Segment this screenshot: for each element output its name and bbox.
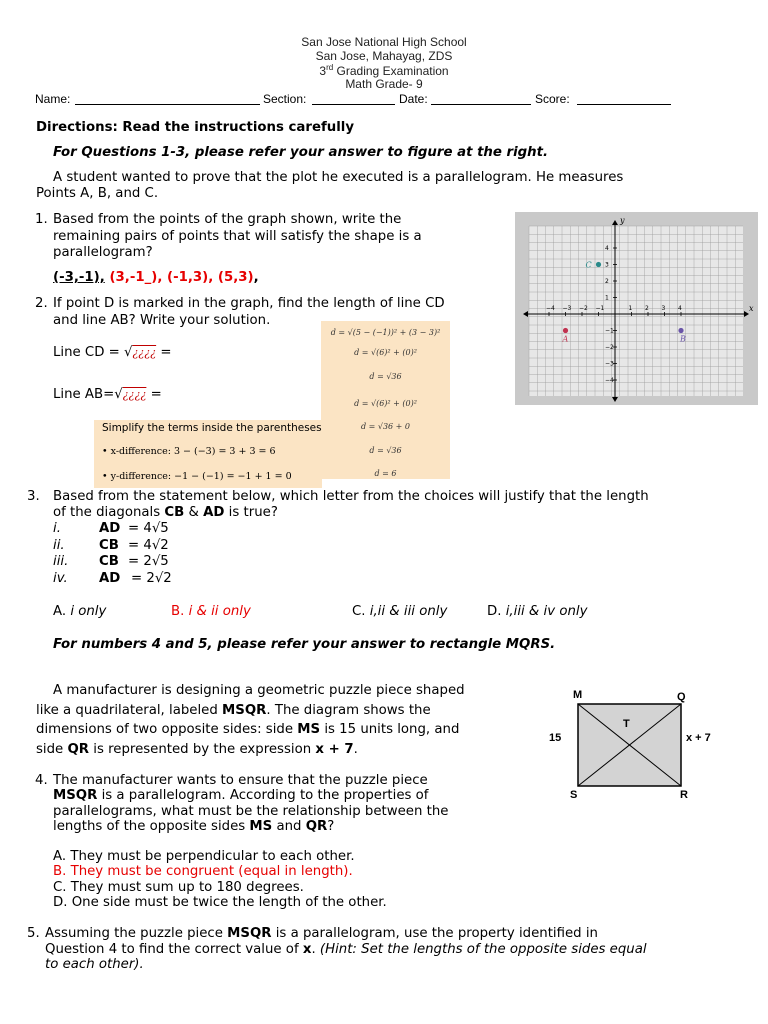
x-tick-label: 3 bbox=[661, 305, 666, 312]
q3-item-roman-2: ii. bbox=[53, 538, 65, 553]
y-tick-label: 2 bbox=[605, 278, 609, 285]
solution-step-3: d = √36 bbox=[369, 372, 402, 381]
y-axis-arrow-down bbox=[612, 397, 618, 402]
line-cd-equals: = bbox=[156, 345, 172, 360]
q3-line1: Based from the statement below, which letter from the choices will justify that the length bbox=[53, 489, 649, 504]
coordinate-graph bbox=[515, 212, 758, 405]
q4-line3: parallelograms, what must be the relationship between the bbox=[53, 804, 449, 819]
x-axis-arrow-left bbox=[523, 311, 528, 317]
point-b-marker bbox=[678, 328, 683, 333]
x-tick-label: −1 bbox=[595, 305, 605, 312]
point-b-label: B bbox=[680, 334, 686, 344]
x-tick-label: 2 bbox=[645, 305, 649, 312]
q3-number: 3. bbox=[27, 489, 40, 504]
q5-l2-pre: Question 4 to find the correct value of bbox=[45, 942, 303, 957]
q4-l2-b: MSQR bbox=[53, 788, 98, 803]
q2-number: 2. bbox=[35, 296, 48, 311]
q5-l1-b: MSQR bbox=[227, 926, 272, 941]
simplify-y-diff: • y-difference: −1 − (−1) = −1 + 1 = 0 bbox=[102, 471, 292, 482]
vertex-r-label: R bbox=[680, 789, 688, 801]
y-tick-label: 1 bbox=[605, 294, 609, 302]
q5-line3: to each other). bbox=[45, 957, 144, 972]
score-field[interactable] bbox=[577, 91, 671, 105]
q4-l2-post: is a parallelogram. According to the properties of bbox=[97, 788, 429, 803]
q2-line2: and line AB? Write your solution. bbox=[53, 313, 271, 328]
q3-choice-c-letter: C. bbox=[352, 604, 366, 619]
line-ab-formula bbox=[53, 387, 162, 402]
exam-title bbox=[0, 63, 768, 78]
s2-l2-b: MSQR bbox=[222, 703, 267, 718]
exam-label: Grading Examination bbox=[333, 64, 449, 78]
q4-l4-mid: and bbox=[272, 819, 306, 834]
school-name: San Jose National High School bbox=[301, 35, 467, 49]
line-cd-label: Line CD = √ bbox=[53, 345, 133, 360]
q3-item-val-1: = 4√5 bbox=[128, 521, 169, 536]
q3-item-seg-1: AD bbox=[99, 521, 121, 536]
q5-l2-b: x bbox=[302, 942, 312, 957]
intro-q4-5: For numbers 4 and 5, please refer your answer to rectangle MQRS. bbox=[53, 637, 556, 652]
s2-l4-mid: is represented by the expression bbox=[89, 742, 316, 757]
point-c-label: C bbox=[585, 260, 592, 270]
s2-l2-post: . The diagram shows the bbox=[266, 703, 431, 718]
q5-number: 5. bbox=[27, 926, 40, 941]
solution-step-4: d = √(6)² + (0)² bbox=[354, 399, 417, 408]
scenario2-line4 bbox=[36, 742, 358, 757]
point-a-marker bbox=[563, 328, 568, 333]
q1-number: 1. bbox=[35, 212, 48, 227]
score-label: Score: bbox=[535, 92, 570, 106]
point-a-label: A bbox=[562, 334, 569, 344]
x-tick-label: 1 bbox=[628, 305, 633, 312]
scenario2-line1: A manufacturer is designing a geometric puzzle piece shaped bbox=[53, 683, 465, 698]
q3-ad: AD bbox=[203, 505, 225, 520]
simplify-title: Simplify the terms inside the parentheses bbox=[102, 422, 322, 434]
q3-line2-post: is true? bbox=[224, 505, 278, 520]
simplify-x-diff: • x-difference: 3 − (−3) = 3 + 3 = 6 bbox=[102, 446, 276, 457]
rectangle-mqrs-figure bbox=[545, 684, 725, 804]
q1-line1: Based from the points of the graph shown, write the bbox=[53, 212, 402, 227]
q5-l2-mid: . bbox=[311, 942, 320, 957]
q4-l4-b: MS bbox=[249, 819, 273, 834]
line-cd-formula bbox=[53, 345, 172, 360]
line-ab-equals: = bbox=[146, 387, 162, 402]
y-tick-label: −2 bbox=[605, 344, 614, 351]
q4-l4-post: ? bbox=[327, 819, 335, 834]
grid-background bbox=[529, 226, 743, 396]
name-label: Name: bbox=[35, 92, 71, 106]
q4-line4 bbox=[53, 819, 334, 834]
q4-line2 bbox=[53, 788, 428, 803]
s2-l3-b: MS bbox=[297, 722, 321, 737]
x-tick-label: −3 bbox=[562, 305, 572, 312]
q3-item-seg-3: CB bbox=[99, 554, 119, 569]
date-label: Date: bbox=[399, 92, 428, 106]
q4-l4-b2: QR bbox=[305, 819, 328, 834]
x-axis-label: x bbox=[749, 304, 754, 313]
x-tick-label: 4 bbox=[678, 305, 682, 312]
coordinate-plane bbox=[515, 212, 758, 405]
q5-l1-pre: Assuming the puzzle piece bbox=[45, 926, 228, 941]
solution-step-6: d = √36 bbox=[369, 446, 402, 455]
solution-box bbox=[321, 321, 450, 479]
q5-l1-post: is a parallelogram, use the property identified in bbox=[271, 926, 598, 941]
q3-choice-d-letter: D. bbox=[487, 604, 502, 619]
school-address: San Jose, Mahayag, ZDS bbox=[315, 49, 453, 63]
subject-title: Math Grade- 9 bbox=[345, 77, 423, 91]
y-tick-label: 4 bbox=[605, 245, 609, 252]
y-tick-label: −3 bbox=[605, 360, 614, 368]
s2-l4-post: . bbox=[353, 742, 358, 757]
q5-line2 bbox=[45, 942, 647, 957]
q3-item-roman-1: i. bbox=[53, 521, 61, 536]
s2-l2-pre: like a quadrilateral, labeled bbox=[36, 703, 223, 718]
q3-choice-b-letter: B. bbox=[171, 604, 185, 619]
y-axis-label: y bbox=[620, 216, 625, 225]
y-tick-label: −1 bbox=[605, 327, 614, 335]
q3-choice-b[interactable] bbox=[171, 604, 251, 619]
q5-line1 bbox=[45, 926, 598, 941]
q1-answer bbox=[53, 270, 259, 285]
q3-item-roman-3: iii. bbox=[53, 554, 69, 569]
solution-step-1: d = √(5 − (−1))² + (3 − 3)² bbox=[330, 328, 441, 337]
q4-option-d[interactable]: D. One side must be twice the length of the other. bbox=[53, 895, 387, 910]
intro-q1-3: For Questions 1-3, please refer your answer to figure at the right. bbox=[53, 145, 549, 160]
q3-choice-d-text: i,iii & iv only bbox=[505, 604, 588, 619]
solution-step-7: d = 6 bbox=[374, 469, 397, 478]
q3-item-val-4: = 2√2 bbox=[131, 571, 172, 586]
date-field[interactable] bbox=[431, 91, 531, 105]
y-axis-arrow-up bbox=[612, 220, 618, 225]
solution-step-2: d = √(6)² + (0)² bbox=[354, 348, 417, 357]
q3-choice-b-text: i & ii only bbox=[188, 604, 251, 619]
q3-line2 bbox=[53, 505, 278, 520]
side-ms-length: 15 bbox=[549, 732, 562, 744]
s2-l4-pre: side bbox=[36, 742, 68, 757]
q3-item-val-3: = 2√5 bbox=[128, 554, 169, 569]
scenario2-line3 bbox=[36, 722, 459, 737]
vertex-s-label: S bbox=[570, 789, 578, 801]
q4-line1: The manufacturer wants to ensure that the puzzle piece bbox=[53, 773, 428, 788]
s2-l4-b2: x + 7 bbox=[315, 742, 354, 757]
line-ab-placeholder[interactable]: ¿¿¿¿ bbox=[122, 388, 147, 401]
section-field[interactable] bbox=[312, 91, 395, 105]
section-label: Section: bbox=[263, 92, 307, 106]
scenario-line2: Points A, B, and C. bbox=[36, 186, 159, 201]
simplify-box bbox=[94, 420, 322, 488]
s2-l3-pre: dimensions of two opposite sides: side bbox=[36, 722, 298, 737]
q3-choice-d[interactable] bbox=[487, 604, 587, 619]
q1-answer-points: (3,-1_), (-1,3), (5,3) bbox=[104, 270, 254, 285]
q4-option-a[interactable]: A. They must be perpendicular to each other. bbox=[53, 849, 355, 864]
solution-step-5: d = √36 + 0 bbox=[360, 422, 411, 431]
q5-l2-hint: (Hint: Set the lengths of the opposite sides equal bbox=[319, 942, 647, 957]
q1-line2: remaining pairs of points that will satisfy the shape is a bbox=[53, 229, 422, 244]
q1-answer-given: (-3,-1), bbox=[53, 270, 105, 285]
exam-suffix: rd bbox=[326, 63, 334, 72]
x-tick-label: −2 bbox=[579, 305, 588, 312]
q3-choice-a-letter: A. bbox=[53, 604, 67, 619]
q3-item-val-2: = 4√2 bbox=[128, 538, 169, 553]
side-qr-expression: x + 7 bbox=[686, 732, 711, 744]
vertex-q-label: Q bbox=[677, 691, 686, 703]
q1-line3: parallelogram? bbox=[53, 245, 153, 260]
x-tick-label: −4 bbox=[546, 305, 555, 312]
directions: Directions: Read the instructions carefully bbox=[36, 120, 355, 135]
q4-l4-pre: lengths of the opposite sides bbox=[53, 819, 250, 834]
point-c-marker bbox=[596, 262, 601, 267]
q2-line1: If point D is marked in the graph, find the length of line CD bbox=[53, 296, 445, 311]
q3-item-seg-4: AD bbox=[99, 571, 121, 586]
scenario-line1: A student wanted to prove that the plot he executed is a parallelogram. He measures bbox=[53, 170, 624, 185]
line-ab-label: Line AB=√ bbox=[53, 387, 123, 402]
q3-choice-c-text: i,ii & iii only bbox=[369, 604, 448, 619]
q1-answer-end: , bbox=[253, 270, 259, 285]
q3-choice-a[interactable] bbox=[53, 604, 106, 619]
q3-choice-c[interactable] bbox=[352, 604, 447, 619]
q4-option-b[interactable]: B. They must be congruent (equal in length). bbox=[53, 864, 353, 879]
exam-number: 3 bbox=[319, 64, 327, 78]
line-cd-placeholder[interactable]: ¿¿¿¿ bbox=[132, 346, 157, 359]
q3-line2-pre: of the diagonals bbox=[53, 505, 165, 520]
q3-amp: & bbox=[184, 505, 204, 520]
q3-item-roman-4: iv. bbox=[53, 571, 68, 586]
scenario2-line2 bbox=[36, 703, 431, 718]
center-t-label: T bbox=[623, 718, 630, 730]
y-tick-label: 3 bbox=[605, 261, 609, 269]
q3-choice-a-text: i only bbox=[70, 604, 107, 619]
vertex-m-label: M bbox=[573, 689, 583, 701]
s2-l4-b: QR bbox=[67, 742, 90, 757]
q4-number: 4. bbox=[35, 773, 48, 788]
y-tick-label: −4 bbox=[605, 377, 614, 384]
q4-option-c[interactable]: C. They must sum up to 180 degrees. bbox=[53, 880, 304, 895]
name-field[interactable] bbox=[75, 91, 260, 105]
q3-cb: CB bbox=[164, 505, 185, 520]
s2-l3-post: is 15 units long, and bbox=[320, 722, 460, 737]
q3-item-seg-2: CB bbox=[99, 538, 119, 553]
